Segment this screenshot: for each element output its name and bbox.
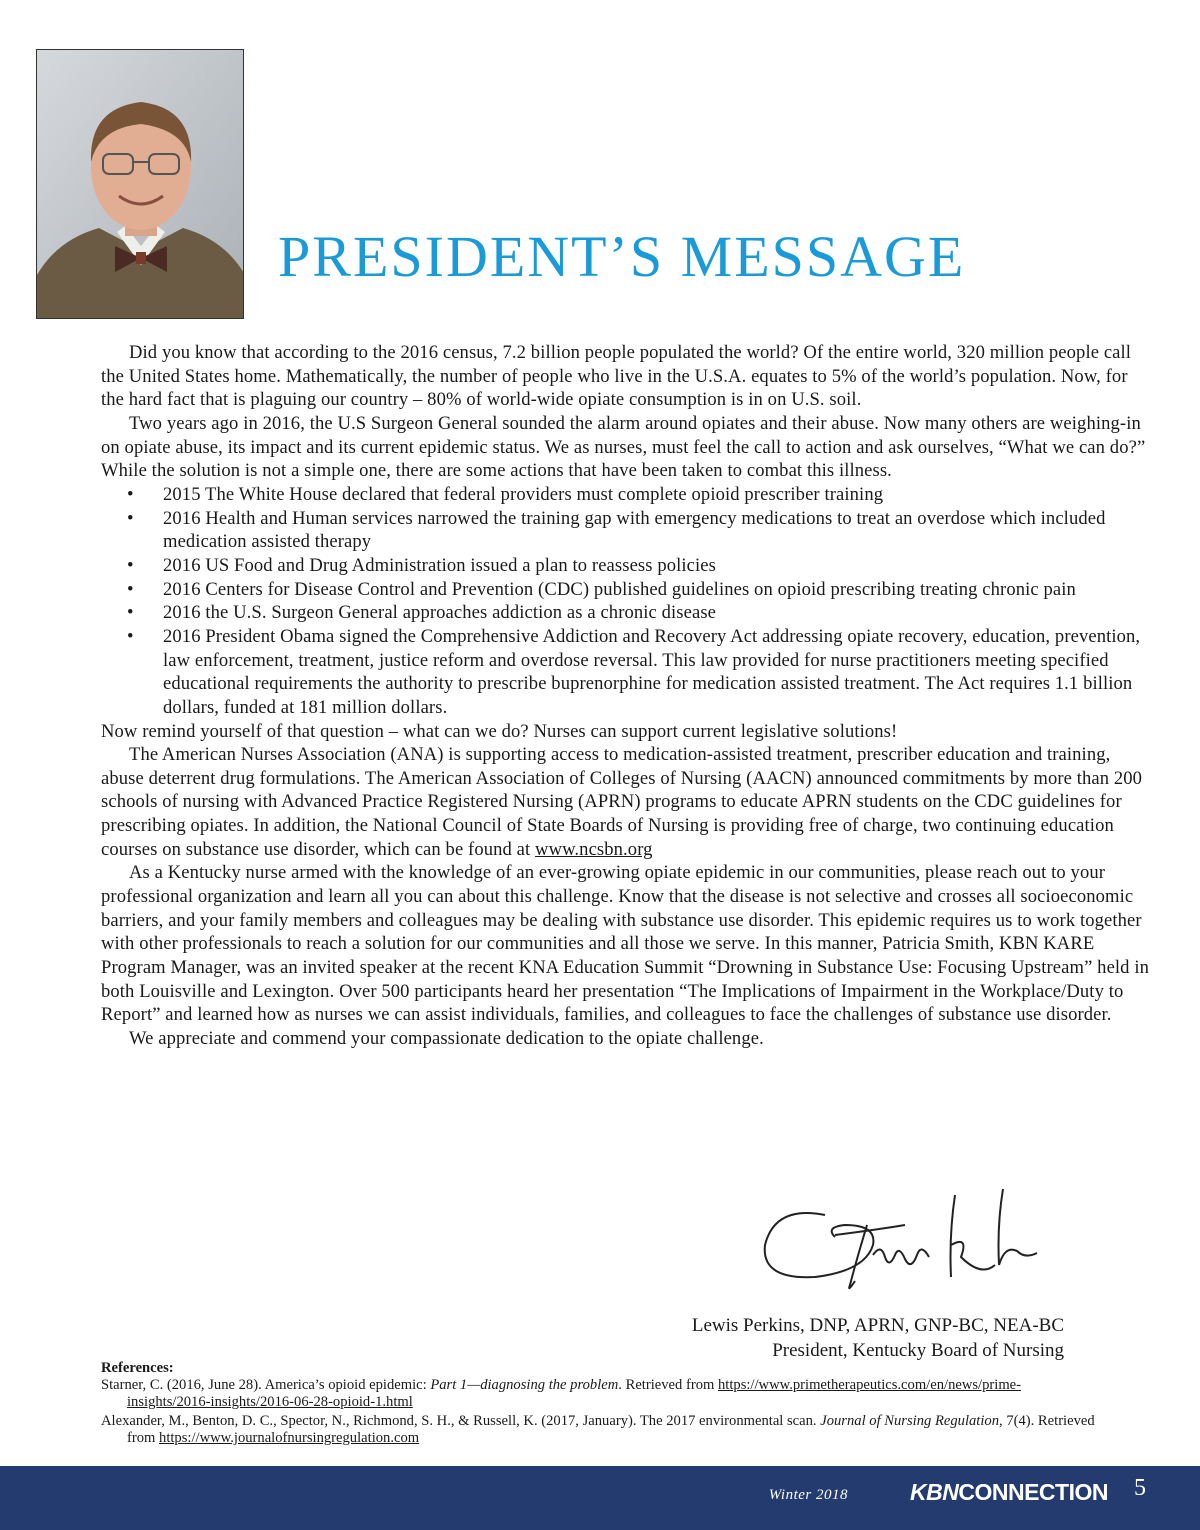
article-body <box>101 341 1151 1051</box>
bullet-icon: • <box>127 507 134 529</box>
references-section <box>101 1360 1101 1449</box>
bullet-icon: • <box>127 625 134 647</box>
signature-image <box>755 1185 1055 1295</box>
paragraph-surgeon-general: Two years ago in 2016, the U.S Surgeon General sounded the alarm around opiates and their abuse. Now many others are weighing-in on opiate abuse, its impact and its current epidemic status. We as nurses, must feel the call to action and ask ourselves, “What we can do?” While the solution is not a simple one, there are some actions that have been taken to combat this illness. <box>101 412 1146 482</box>
references-heading: References: <box>101 1360 174 1376</box>
list-item: • 2016 US Food and Drug Administration issued a plan to reassess policies <box>127 554 716 576</box>
issue-label: Winter 2018 <box>768 1487 848 1503</box>
paragraph-ana: The American Nurses Association (ANA) is supporting access to medication-assisted treatment, prescriber education and training, abuse deterrent drug formulations. The American Association of Colleges of Nursing (AACN) announced commitments by more than 200 schools of nursing with Advanced Practice Registered Nursing (APRN) programs to educate APRN students on the CDC guidelines for prescribing opiates. In addition, the National Council of State Boards of Nursing is providing free of charge, two continuing education courses on substance use disorder, which can be found at www.ncsbn.org <box>101 744 1143 860</box>
bullet-icon: • <box>127 602 134 624</box>
paragraph-closing: We appreciate and commend your compassionate dedication to the opiate challenge. <box>129 1028 764 1050</box>
publication-logo: KBNCONNECTION <box>910 1479 1108 1505</box>
page-title: PRESIDENT’S MESSAGE <box>278 224 966 289</box>
list-item: • 2016 President Obama signed the Comprehensive Addiction and Recovery Act addressing opiate recovery, education, prevention, law enforcement, treatment, justice reform and overdose reversal. This law provided for nurse practitioners meeting specified educational requirements the authority to prescribe buprenorphine for medication assisted treatment. The Act requires 1.1 billion dollars, funded at 181 million dollars. <box>127 625 1141 718</box>
ncsbn-link[interactable]: www.ncsbn.org <box>535 838 653 860</box>
signer-name: Lewis Perkins, DNP, APRN, GNP-BC, NEA-BC <box>691 1315 1064 1336</box>
reference-link[interactable]: https://www.primetherapeutics.com/en/news/prime-insights/2016-insights/2016-06-28-opioid-1.html <box>127 1377 1022 1410</box>
paragraph-question: Now remind yourself of that question – what can we do? Nurses can support current legislative solutions! <box>101 720 898 742</box>
president-portrait-photo <box>36 49 244 319</box>
bullet-icon: • <box>127 578 134 600</box>
page-number: 5 <box>1134 1475 1146 1501</box>
paragraph-kentucky-nurse: As a Kentucky nurse armed with the knowledge of an ever-growing opiate epidemic in our communities, please reach out to your professional organization and learn all you can about this challenge. Know that the disease is not selective and crosses all socioeconomic barriers, and your family members and colleagues may be dealing with substance use disorder. This epidemic requires us to work together with other professionals to reach a solution for our communities and all those we serve. In this manner, Patricia Smith, KBN KARE Program Manager, was an invited speaker at the recent KNA Education Summit “Drowning in Substance Use: Focusing Upstream” held in both Louisville and Lexington. Over 500 participants heard her presentation “The Implications of Impairment in the Workplace/Duty to Report” and learned how as nurses we can assist individuals, families, and colleagues to face the challenges of substance use disorder. <box>101 862 1149 1026</box>
signer-title: President, Kentucky Board of Nursing <box>772 1340 1064 1361</box>
bullet-icon: • <box>127 483 134 505</box>
list-item: • 2016 the U.S. Surgeon General approaches addiction as a chronic disease <box>127 602 717 624</box>
reference-link[interactable]: https://www.journalofnursingregulation.com <box>159 1430 420 1446</box>
list-item: • 2016 Centers for Disease Control and Prevention (CDC) published guidelines on opioid prescribing treating chronic pain <box>127 578 1076 600</box>
paragraph-census: Did you know that according to the 2016 census, 7.2 billion people populated the world? Of the entire world, 320 million people call the United States home. Mathematically, the number of people who live in the U.S.A. equates to 5% of the world’s population. Now, for the hard fact that is plaguing our country – 80% of world-wide opiate consumption is in on U.S. soil. <box>101 342 1132 411</box>
signer-block <box>692 1313 1064 1363</box>
reference-item: Alexander, M., Benton, D. C., Spector, N., Richmond, S. H., & Russell, K. (2017, January). The 2017 environmental scan. Journal of Nursing Regulation, 7(4). Retrieved from https://www.journalofnursingregulation.com <box>101 1413 1095 1446</box>
actions-list <box>101 483 1151 720</box>
page-footer <box>0 1466 1200 1530</box>
bullet-icon: • <box>127 554 134 576</box>
list-item: • 2015 The White House declared that federal providers must complete opioid prescriber training <box>127 483 884 505</box>
reference-item: Starner, C. (2016, June 28). America’s opioid epidemic: Part 1—diagnosing the problem. Retrieved from https://www.primetherapeutics.com/en/news/prime-insights/2016-insights/2016-06-28-opioid-1.html <box>101 1377 1022 1410</box>
list-item: • 2016 Health and Human services narrowed the training gap with emergency medications to treat an overdose which included medication assisted therapy <box>127 507 1106 553</box>
